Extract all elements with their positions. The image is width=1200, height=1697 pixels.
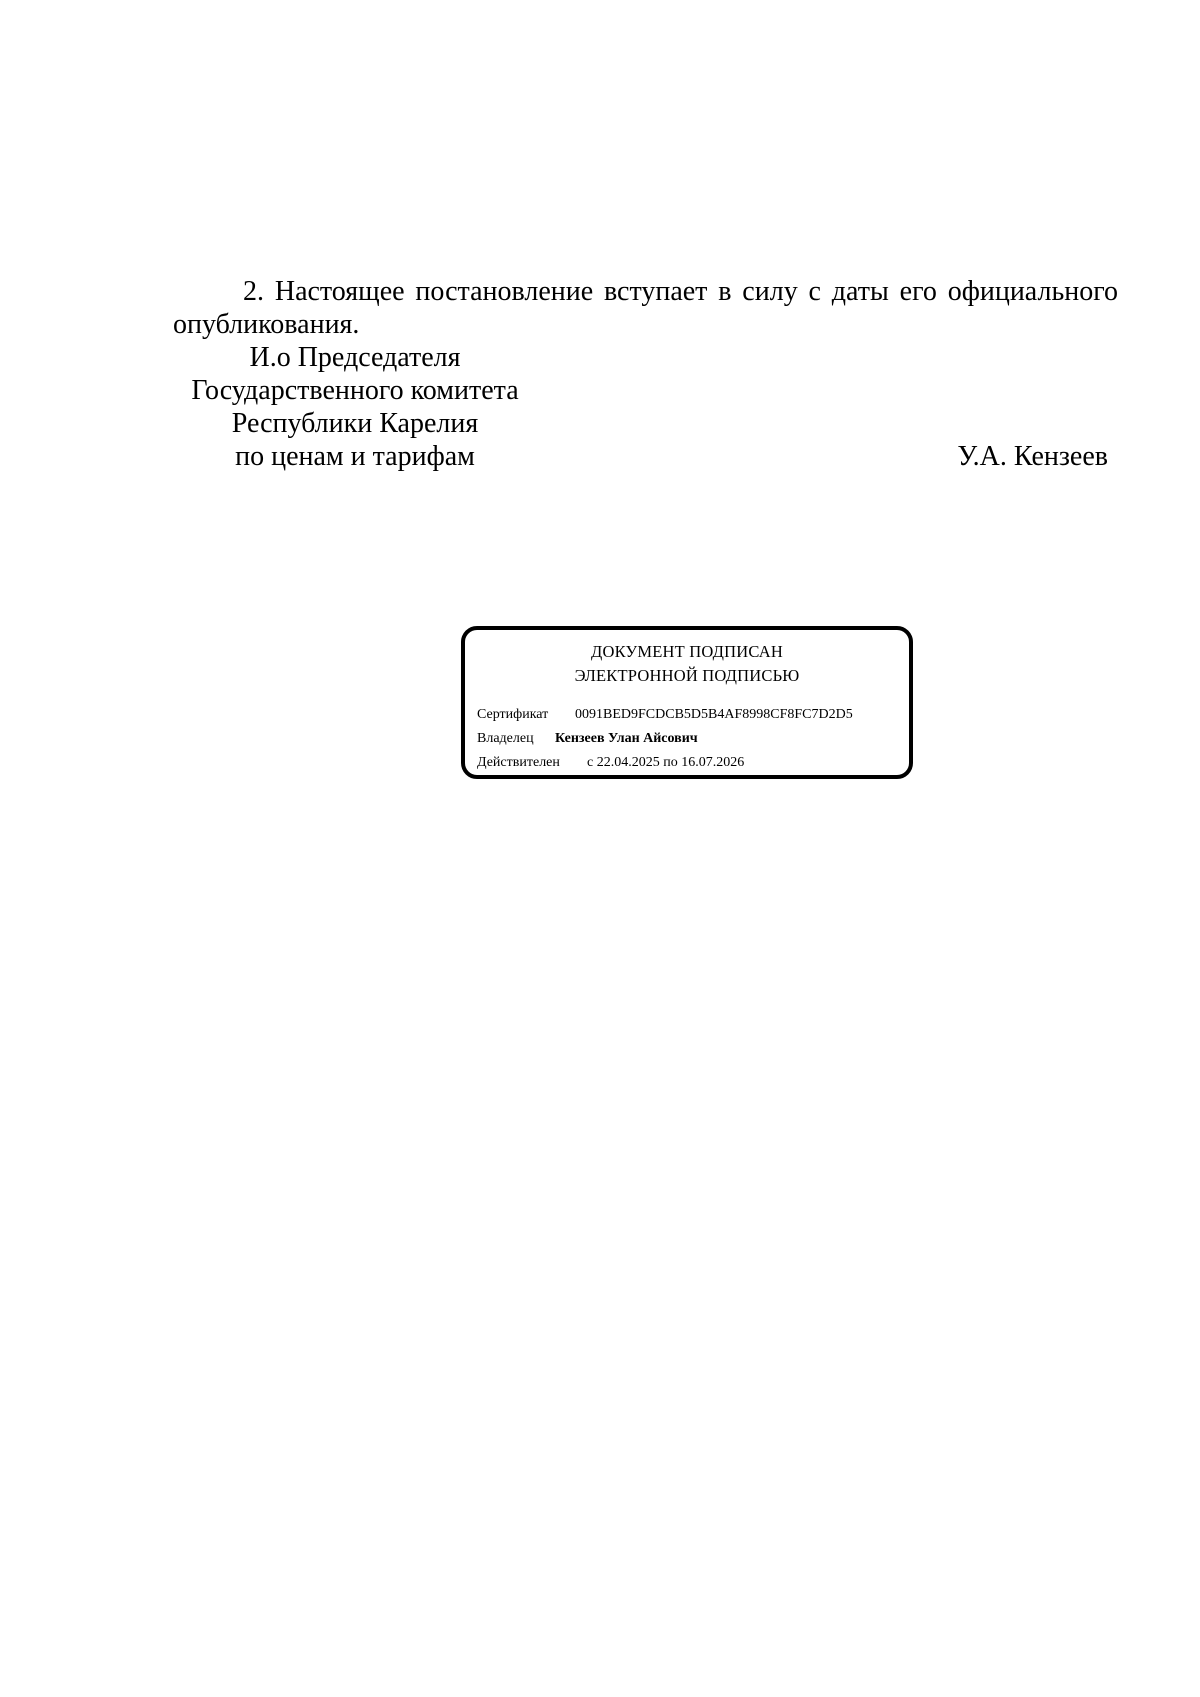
certificate-value: 0091BED9FCDCB5D5B4AF8998CF8FC7D2D5	[575, 707, 853, 722]
clause-text-line1: 2. Настоящее постановление вступает в силу с даты его официального	[243, 276, 1118, 307]
stamp-owner-row	[477, 730, 698, 748]
valid-from-prefix: с	[587, 755, 594, 770]
owner-label: Владелец	[477, 731, 534, 746]
valid-from-date: 22.04.2025	[596, 755, 660, 770]
signer-title-line: И.о Председателя	[249, 342, 461, 373]
certificate-label: Сертификат	[477, 707, 549, 722]
owner-value: Кензеев Улан Айсович	[555, 731, 698, 746]
validity-label: Действителен	[477, 755, 560, 770]
valid-to-date: 16.07.2026	[681, 755, 745, 770]
signer-title-line: Государственного комитета	[191, 375, 519, 406]
valid-to-prefix: по	[663, 755, 678, 770]
stamp-title-line2: ЭЛЕКТРОННОЙ ПОДПИСЬЮ	[574, 666, 800, 685]
stamp-certificate-row	[477, 706, 853, 724]
stamp-title-line1: ДОКУМЕНТ ПОДПИСАН	[591, 642, 783, 661]
signer-name: У.А. Кензеев	[957, 441, 1108, 472]
signer-title	[160, 341, 550, 473]
stamp-validity-row	[477, 754, 744, 772]
clause-text-line2: опубликования.	[173, 309, 360, 340]
signer-title-line: по ценам и тарифам	[235, 441, 475, 472]
electronic-signature-stamp	[461, 626, 913, 779]
stamp-title	[465, 640, 909, 688]
clause-paragraph	[173, 275, 1118, 341]
signer-title-line: Республики Карелия	[231, 408, 479, 439]
